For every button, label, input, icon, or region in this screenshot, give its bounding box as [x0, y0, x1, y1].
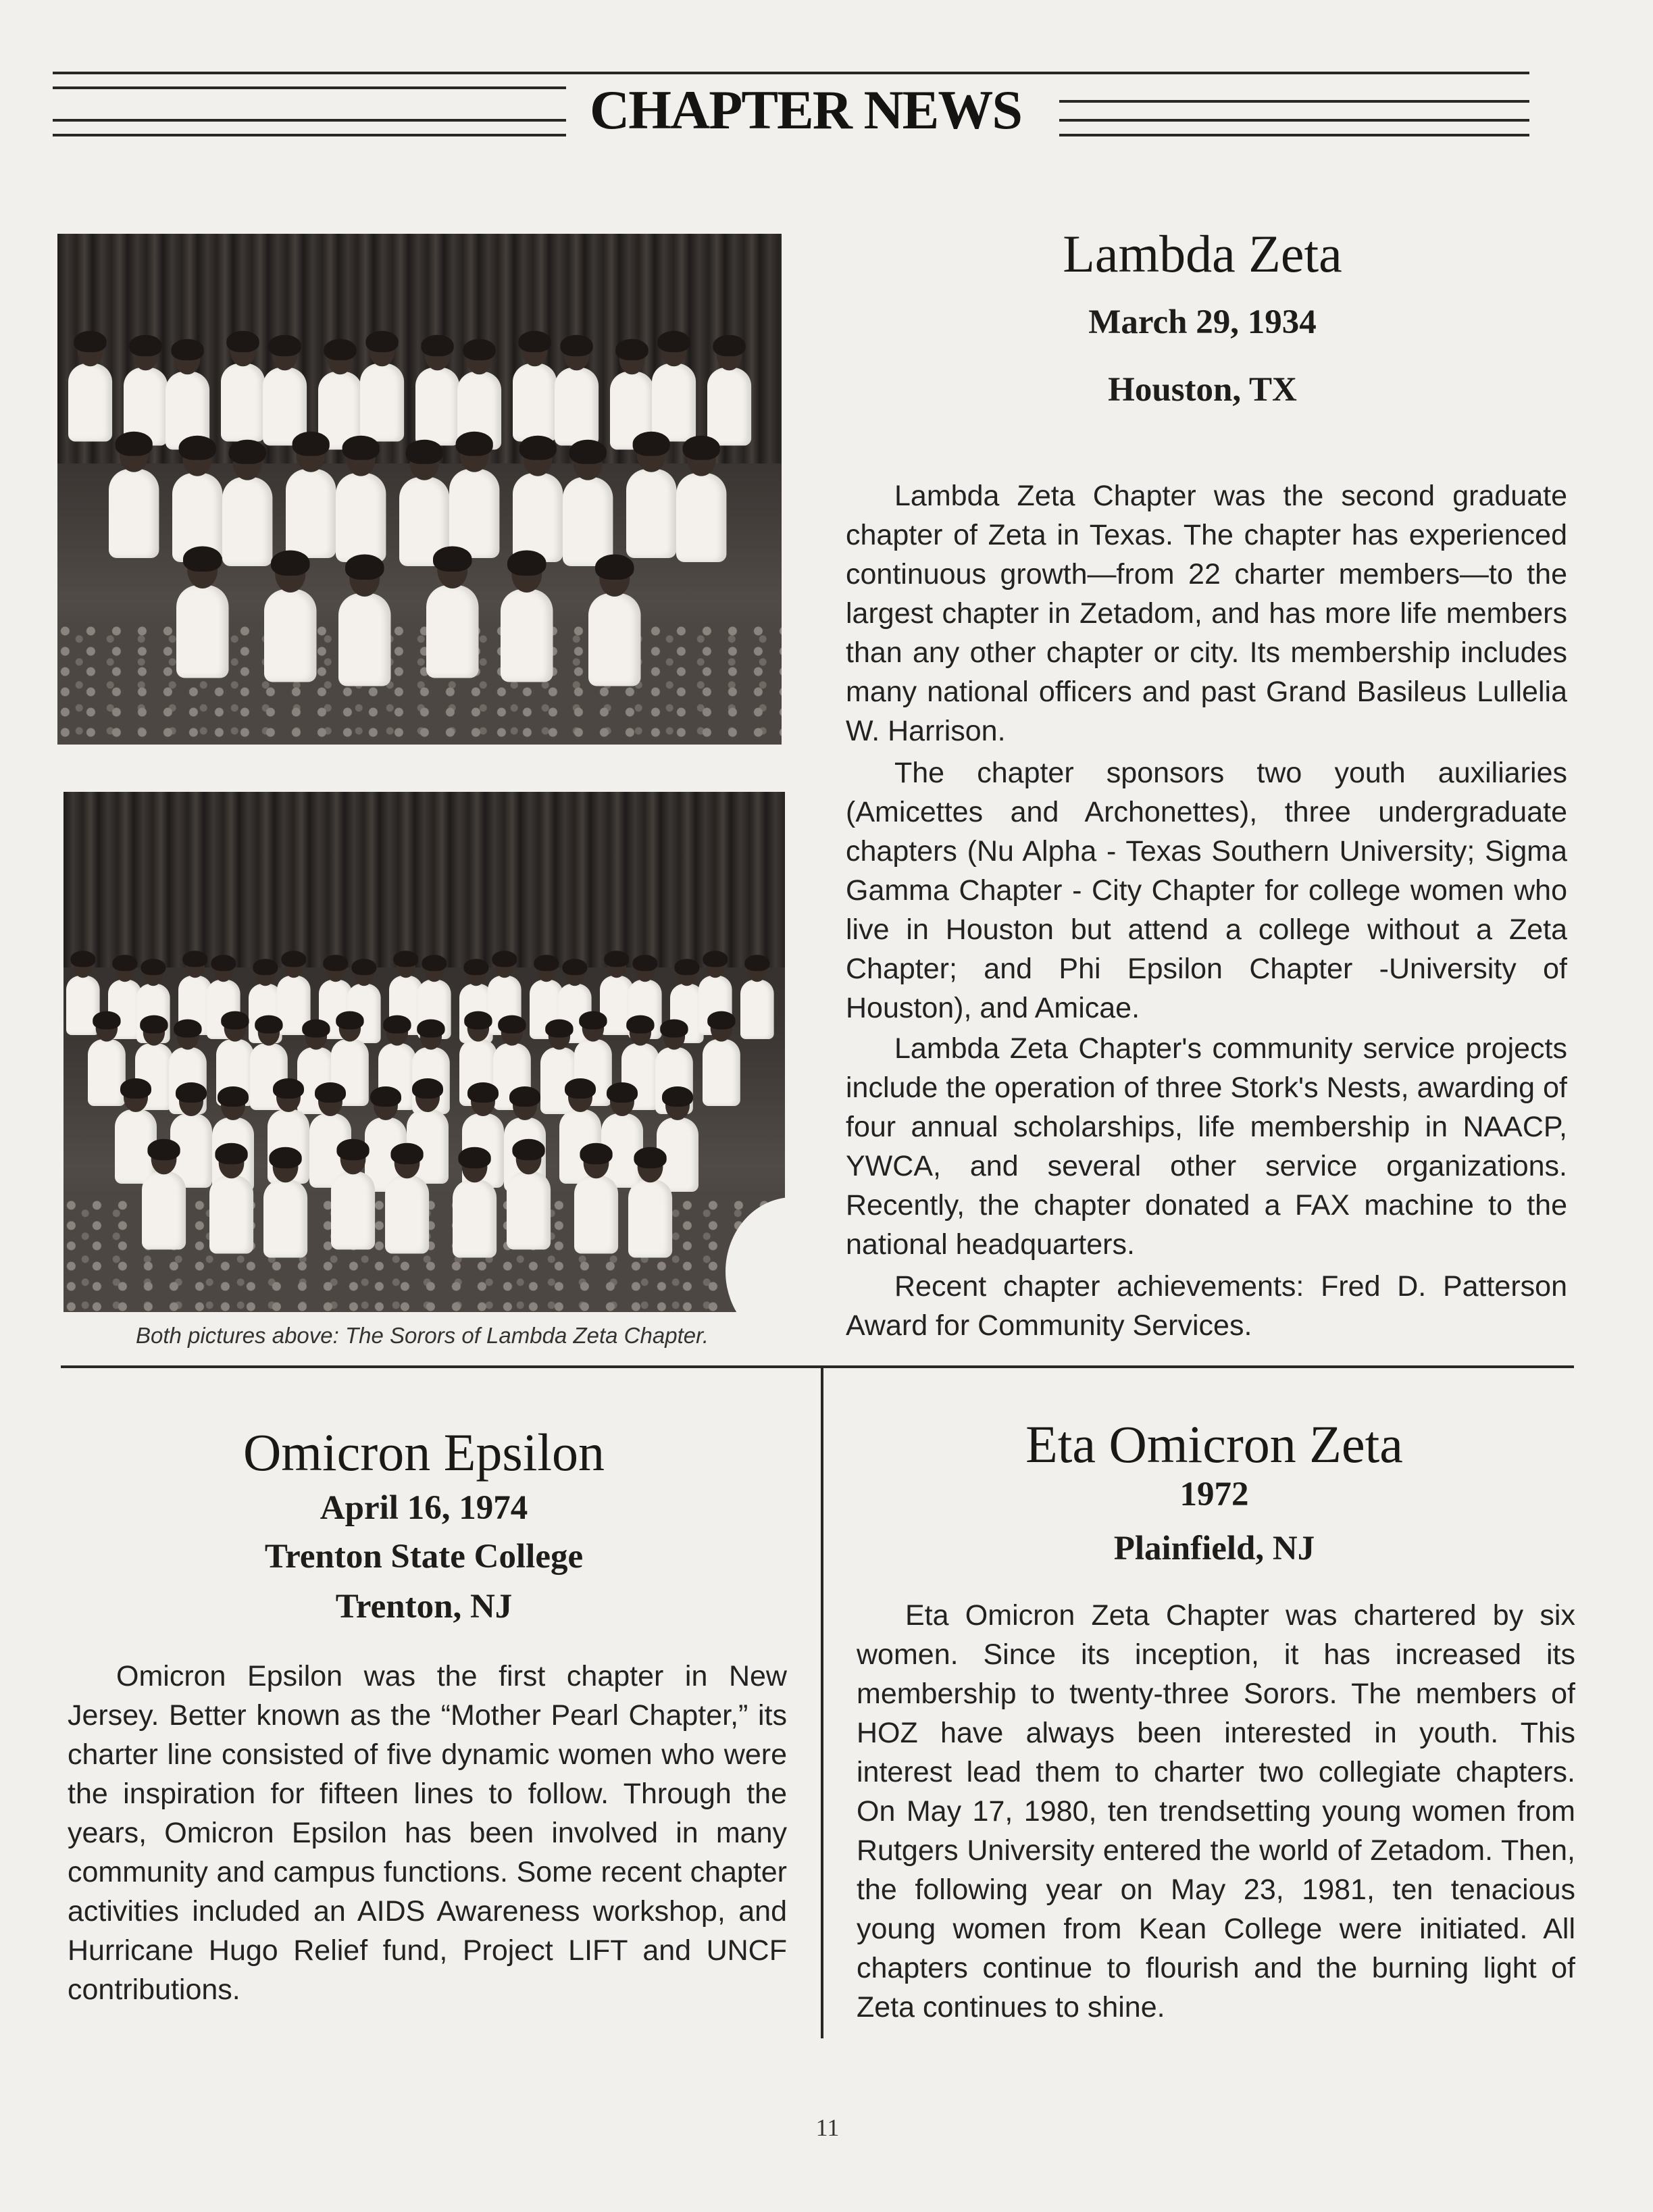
photo-figure [68, 335, 112, 442]
photo-figure [703, 1015, 740, 1106]
photo-figure [124, 339, 168, 446]
photo-figure [513, 335, 557, 442]
lambda-zeta-location: Houston, TX [1108, 371, 1297, 409]
photo-figure [263, 339, 307, 446]
eta-omicron-zeta-paragraph: Eta Omicron Zeta Chapter was chartered by six women. Since its inception, it has increased its membership to twenty-three Sorors. The members of HOZ have always been interested in youth. This interest lead them to charter two collegiate chapters. On May 17, 1980, ten trendsetting young women from Rutgers University entered the world of Zetadom. Then, the following year on May 23, 1981, ten tenacious young women from Kean College were initiated. All chapters continue to flourish and the burning light of Zeta continues to shine. [857, 1599, 1575, 2024]
section-divider-vertical [821, 1365, 823, 2038]
omicron-epsilon-title: Omicron Epsilon [243, 1423, 605, 1482]
omicron-epsilon-location: Trenton, NJ [335, 1588, 513, 1626]
photo-figure [286, 436, 336, 558]
lambda-zeta-group-photo-top [57, 234, 782, 745]
eta-omicron-zeta-location: Plainfield, NJ [1113, 1530, 1315, 1567]
photo-figure [574, 1147, 618, 1254]
photo-figure [507, 1143, 551, 1250]
lambda-zeta-title: Lambda Zeta [1063, 224, 1342, 283]
header-rule-right-mid [1059, 119, 1529, 122]
photo-figure [628, 1151, 672, 1258]
photo-figure [501, 555, 553, 682]
header-rule-left-lower [53, 134, 566, 136]
section-divider-horizontal [61, 1365, 1574, 1368]
photo-figure [415, 339, 459, 446]
omicron-epsilon-paragraph: Omicron Epsilon was the first chapter in New Jersey. Better known as the “Mother Pearl Chapter,” its charter line consisted of five dynamic women who were the inspiration for fifteen lines to follow. Through the years, Omicron Epsilon has been involved in many community and campus functions. Some recent chapter activities included an AIDS Awareness workshop, and Hurricane Hugo Relief fund, Project LIFT and UNCF contributions. [68, 1660, 787, 2006]
lambda-zeta-group-photo-bottom [63, 792, 785, 1312]
header-rule-right-lower [1059, 134, 1529, 136]
photo-figure [221, 335, 265, 442]
photo-figure [338, 559, 391, 686]
photo-figure [626, 436, 676, 558]
photo-figure [676, 441, 726, 562]
photo-figure [336, 441, 386, 562]
lambda-zeta-paragraph-3: Lambda Zeta Chapter's community service projects include the operation of three Stork's Nests, awarding of four annual scholarships, life membership in NAACP, YWCA, and several other service organizations. Recently, the chapter donated a FAX machine to the national headquarters. [846, 1032, 1567, 1261]
header-rule-right-upper [1059, 100, 1529, 103]
photo-figure [222, 445, 272, 566]
photo-figure [555, 339, 599, 446]
omicron-epsilon-college: Trenton State College [264, 1538, 584, 1576]
lambda-zeta-paragraph-4: Recent chapter achievements: Fred D. Patterson Award for Community Services. [846, 1270, 1567, 1342]
header-rule-left-upper [53, 86, 566, 89]
lambda-zeta-paragraph-1: Lambda Zeta Chapter was the second graduate chapter of Zeta in Texas. The chapter has experienced continuous growth—from 22 charter members—to the largest chapter in Zetadom, and has more life members than any other chapter or city. Its membership includes many national officers and past Grand Basileus Lullelia W. Harrison. [846, 480, 1567, 747]
photo-figure [264, 555, 317, 682]
omicron-epsilon-date: April 16, 1974 [320, 1489, 528, 1527]
eta-omicron-zeta-title: Eta Omicron Zeta [1025, 1415, 1403, 1474]
photo-figure [513, 441, 563, 562]
photo-figure [563, 445, 613, 566]
photo-figure [426, 551, 479, 678]
photo-figure [142, 1143, 186, 1250]
photo-figure [453, 1151, 497, 1258]
photo-figure [449, 436, 499, 558]
photo-figure [740, 958, 774, 1039]
photo-figure [109, 436, 159, 558]
photo-figure [360, 335, 404, 442]
eta-omicron-zeta-year: 1972 [1179, 1476, 1249, 1513]
photo-figure [263, 1151, 307, 1258]
page-number: 11 [815, 2114, 840, 2141]
photo-figure [209, 1147, 253, 1254]
photo-figure [318, 343, 362, 450]
photo-figure [172, 441, 222, 562]
photo-figure [652, 335, 696, 442]
lambda-zeta-date: March 29, 1934 [1088, 303, 1317, 341]
lambda-zeta-paragraph-2: The chapter sponsors two youth auxiliaries (Amicettes and Archonettes), three undergraduate chapters (Nu Alpha - Texas Southern University; Sigma Gamma Chapter - City Chapter for college women who live in Houston but attend a college without a Zeta Chapter; and Phi Epsilon Chapter -University of Houston), and Amicae. [846, 757, 1567, 1024]
page-title: CHAPTER NEWS [590, 79, 1021, 141]
header-rule-left-mid [53, 119, 566, 122]
photo-figure [176, 551, 229, 678]
photo-figure [707, 339, 751, 446]
photo-figure [588, 559, 641, 686]
photo-caption: Both pictures above: The Sorors of Lambda Zeta Chapter. [135, 1323, 709, 1348]
photo-figure [331, 1143, 375, 1250]
photo-figure [166, 343, 209, 450]
photo-figure [385, 1147, 429, 1254]
